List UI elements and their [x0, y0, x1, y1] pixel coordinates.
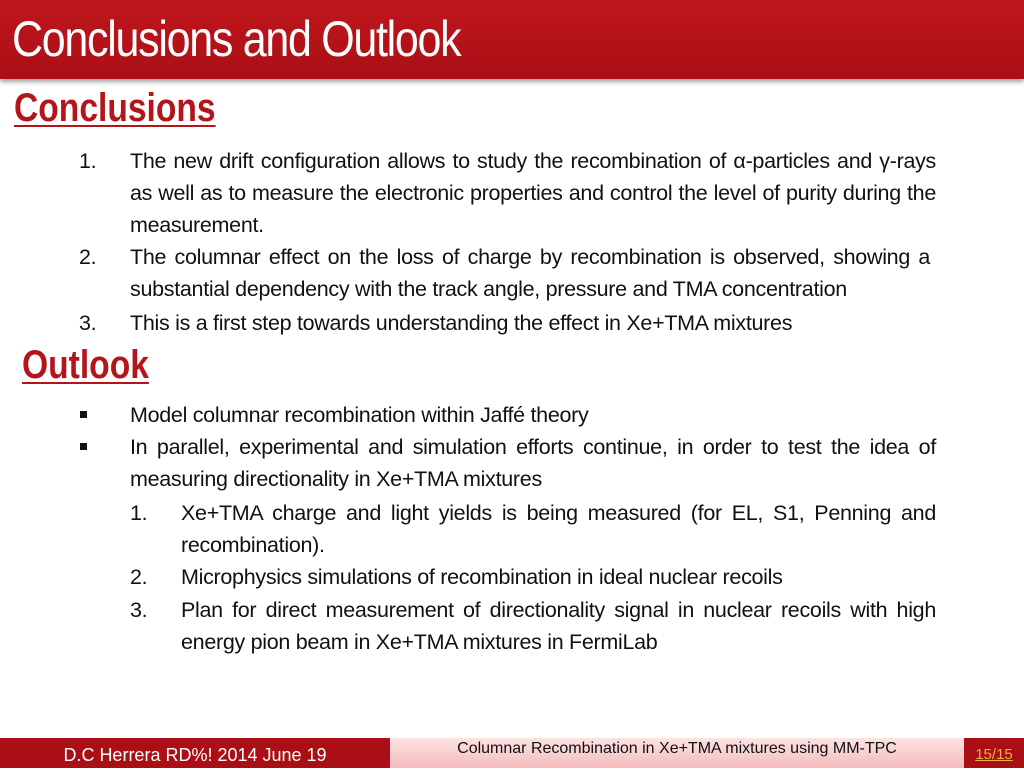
slide-title: Conclusions and Outlook — [12, 11, 461, 67]
item-number: 1. — [130, 501, 148, 525]
item-number: 3. — [130, 598, 148, 622]
bullet-icon — [80, 443, 87, 450]
conclusion-item — [0, 307, 1024, 339]
footer-author: D.C Herrera RD%! 2014 June 19 — [63, 745, 327, 765]
bullet-text: Model columnar recombination within Jaffé theory — [130, 403, 589, 427]
item-number: 2. — [130, 565, 148, 589]
outlook-heading: Outlook — [22, 343, 149, 387]
item-number: 1. — [79, 149, 97, 173]
outlook-sub-item — [0, 594, 1024, 658]
outlook-sub-item — [0, 561, 1024, 593]
page-number-link[interactable] — [964, 738, 1024, 768]
item-number: 3. — [79, 311, 97, 335]
item-number: 2. — [79, 245, 97, 269]
footer-bar — [0, 738, 1024, 768]
item-text: The new drift configuration allows to study the recombination of α-particles and γ-rays as well as to measure the electronic properties and control the level of purity during the measurement. — [130, 149, 936, 237]
conclusion-item — [0, 145, 1024, 241]
title-bar — [0, 0, 1024, 79]
item-text: Microphysics simulations of recombination in ideal nuclear recoils — [181, 565, 783, 589]
item-text: Xe+TMA charge and light yields is being measured (for EL, S1, Penning and recombination). — [181, 501, 936, 557]
footer-talk-title: Columnar Recombination in Xe+TMA mixtures using MM-TPC — [390, 738, 964, 768]
item-text: The columnar effect on the loss of charge by recombination is observed, showing a substantial dependency with the track angle, pressure and TMA concentration — [130, 245, 930, 301]
bullet-text: In parallel, experimental and simulation efforts continue, in order to test the idea of measuring directionality in Xe+TMA mixtures — [130, 435, 936, 491]
bullet-icon — [80, 411, 87, 418]
outlook-bullet — [0, 431, 1024, 495]
item-text: This is a first step towards understanding the effect in Xe+TMA mixtures — [130, 311, 793, 335]
outlook-bullet — [0, 399, 1024, 431]
conclusions-heading: Conclusions — [14, 86, 216, 130]
outlook-sub-item — [0, 497, 1024, 561]
conclusion-item — [0, 241, 1024, 305]
item-text: Plan for direct measurement of directionality signal in nuclear recoils with high energy pion beam in Xe+TMA mixtures in FermiLab — [181, 598, 936, 654]
page-number[interactable]: 15/15 — [975, 746, 1013, 763]
